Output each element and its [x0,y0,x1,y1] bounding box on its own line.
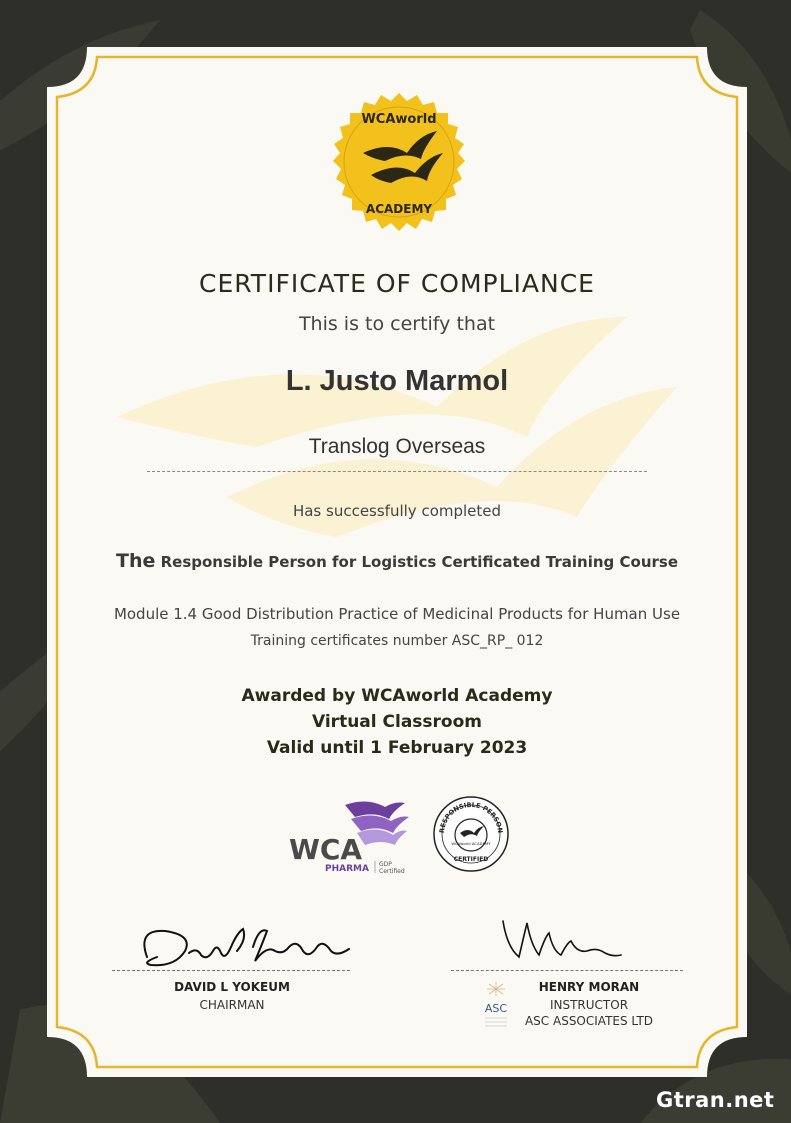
chairman-signature [127,917,357,977]
delivery-mode: Virtual Classroom [312,712,482,732]
instructor-signature-line [451,970,683,971]
wcaworld-academy-seal [319,91,479,251]
certify-line: This is to certify that [298,313,496,335]
instructor-role: INSTRUCTOR [549,998,629,1012]
course-name: Responsible Person for Logistics Certificated Training Course [160,553,679,571]
wca-pharma-logo [285,797,425,877]
valid-until: Valid until 1 February 2023 [266,738,528,758]
awarded-by: Awarded by WCAworld Academy [241,686,553,706]
module-line: Module 1.4 Good Distribution Practice of Medicinal Products for Human Use [113,605,681,623]
wca-text: WCA [289,833,363,866]
chairman-name: DAVID L YOKEUM [174,980,290,994]
responsible-person-badge [432,795,510,873]
recipient-company: Translog Overseas [308,435,486,458]
chairman-signature-line [112,970,350,971]
completed-line: Has successfully completed [292,502,502,520]
seal-text-top: WCAworld [361,112,437,127]
certificate-title: CERTIFICATE OF COMPLIANCE [199,269,595,298]
badge-text-top: RESPONSIBLE PERSON [437,800,505,834]
instructor-organization: ASC ASSOCIATES LTD [524,1014,654,1028]
badge-text-bottom: CERTIFIED [453,856,489,863]
award-details [47,683,747,761]
course-prefix: The [115,550,156,572]
certificate-card [47,47,747,1077]
recipient-name: L. Justo Marmol [285,365,509,397]
name-divider [147,471,647,472]
asc-text: ASC [484,1002,508,1015]
instructor-signature [497,917,627,967]
seal-text-bottom: ACADEMY [365,202,433,216]
badge-text-center: WCAworld ACADEMY [451,841,491,846]
gdp-certified-text: Certified [379,868,405,875]
chairman-role: CHAIRMAN [199,998,265,1012]
instructor-name: HENRY MORAN [538,980,640,994]
gdp-text: GDP [379,861,392,868]
course-title [47,550,747,572]
pharma-text: PHARMA [325,864,369,874]
site-watermark: Gtran.net [656,1088,775,1112]
certificate-number: Training certificates number ASC_RP_ 012 [250,633,544,649]
